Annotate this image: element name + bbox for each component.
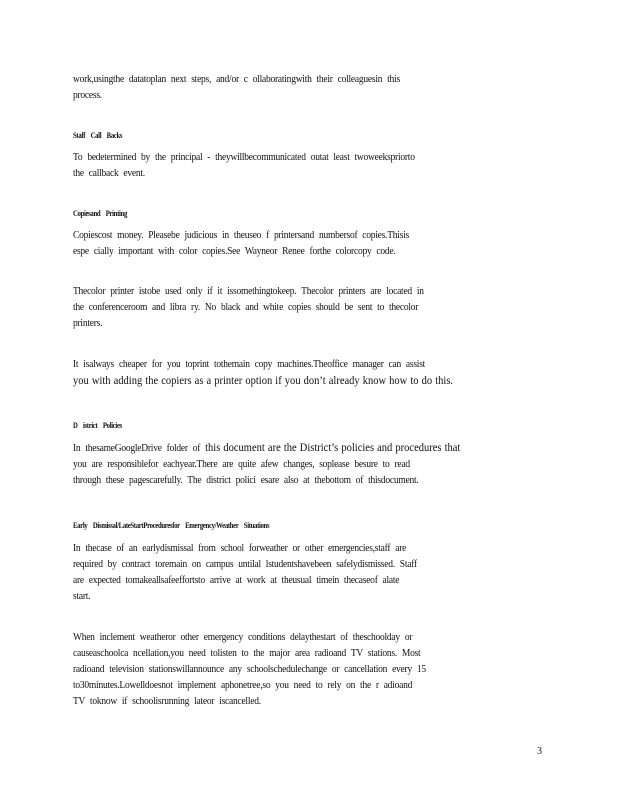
heading-early-dismissal: Early Dismissal/LateStartProceduresfor Emergency/Weather Situations: [73, 521, 270, 530]
paragraph-line: In thecase of an earlydismissal from school forweather or other emergencies,staff are: [73, 543, 407, 554]
paragraph-line: espe cially important with color copies.See Wayneor Renee forthe colorcopy code.: [73, 246, 396, 257]
paragraph-line: It isalways cheaper for you toprint tothemain copy machines.Theoffice manager can assist: [73, 359, 426, 370]
paragraph-line: Thecolor printer istobe used only if it issomethingtokeep. Thecolor printers are located in: [73, 286, 424, 297]
paragraph-line: Copiescost money. Pleasebe judicious in theuseo f printersand numbersof copies.Thisis: [73, 230, 410, 241]
paragraph-line: causeaschoolca ncellation,you need tolisten to the major area radioand TV stations. Most: [73, 648, 421, 659]
paragraph-line: you with adding the copiers as a printer option if you don’t already know how to do this.: [73, 375, 454, 387]
paragraph-line: the callback event.: [73, 168, 145, 179]
paragraph-line: [73, 440, 510, 457]
heading-copies-and-printing: Copiesand Printing: [73, 209, 127, 218]
intro-paragraph: [73, 72, 510, 104]
paragraph-line: the conferenceroom and libra ry. No black and white copies should be sent to thecolor: [73, 302, 419, 313]
paragraph-line: printers.: [73, 318, 103, 329]
paragraph-line: work,usingthe datatoplan next steps, and/or c ollaboratingwith their colleaguesin this: [73, 74, 400, 85]
paragraph-line: When inclement weatheror other emergency conditions delaythestart of theschoolday or: [73, 632, 413, 643]
paragraph-line: radioand television stationswillannounce any schoolschedulechange or cancellation every 15: [73, 664, 426, 675]
copies-paragraph-1: [73, 228, 510, 260]
line-start: In thesameGoogleDrive folder of: [73, 443, 206, 454]
paragraph-line: required by contract toremain on campus untilal lstudentshavebeen safelydismissed. Staff: [73, 559, 417, 570]
paragraph-line: through these pagescarefully. The district polici esare also at thebottom of thisdocument.: [73, 475, 419, 486]
paragraph-line: you are responsiblefor eachyear.There are quite afew changes, soplease besure to read: [73, 459, 410, 470]
paragraph-line: To bedetermined by the principal - theywillbecommunicated outat least twoweekspriorto: [73, 152, 415, 163]
paragraph-line: start.: [73, 591, 91, 602]
district-policies-paragraph: [73, 440, 510, 489]
heading-district-policies: D istrict Policies: [73, 421, 122, 430]
paragraph-line: are expected tomakeallsafeeffortsto arrive at work at theusual timein thecaseof alate: [73, 575, 400, 586]
paragraph-line: to30minutes.Lowelldoesnot implement aphonetree,so you need to rely on the r adioand: [73, 680, 413, 691]
paragraph-line: process.: [73, 90, 102, 101]
staff-call-backs-paragraph: [73, 150, 510, 182]
copies-paragraph-2: [73, 284, 510, 332]
paragraph-line: TV toknow if schoolisrunning lateor iscancelled.: [73, 696, 261, 707]
line-end: this document are the District’s policies and procedures that: [205, 442, 461, 454]
early-dismissal-paragraph-2: [73, 630, 510, 710]
early-dismissal-paragraph-1: [73, 541, 510, 605]
page-number: 3: [537, 746, 542, 757]
copies-paragraph-3: [73, 357, 510, 389]
heading-staff-call-backs: Staff Call Backs: [73, 131, 123, 140]
